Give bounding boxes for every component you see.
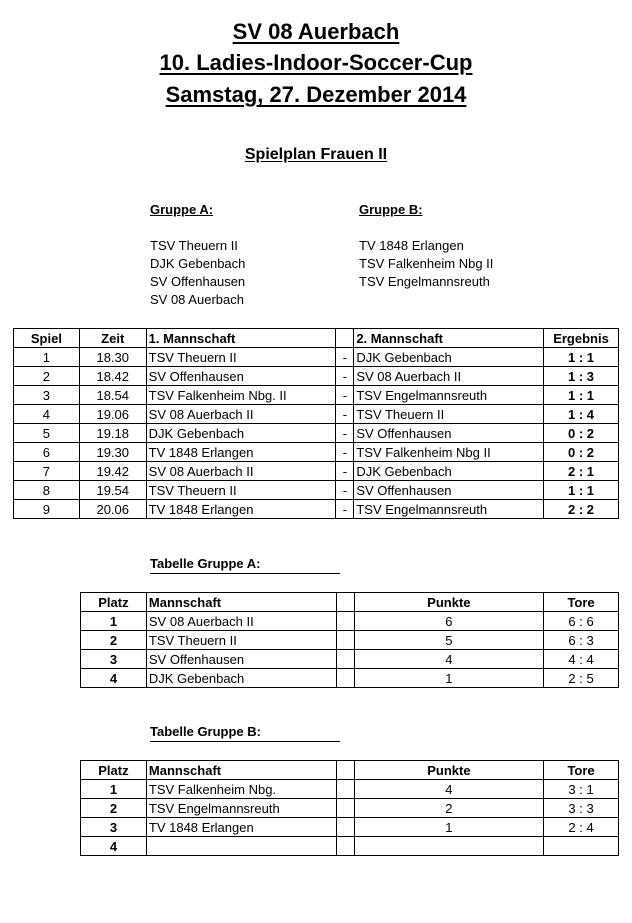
schedule-cell: SV Offenhausen xyxy=(146,367,336,386)
schedule-cell: TV 1848 Erlangen xyxy=(146,443,336,462)
standings-header-cell: Punkte xyxy=(354,761,543,780)
standings-cell: 2 : 5 xyxy=(544,669,619,688)
schedule-cell: TSV Theuern II xyxy=(354,405,544,424)
schedule-cell: 1 : 1 xyxy=(544,386,619,405)
schedule-cell: - xyxy=(336,424,354,443)
table-b-heading: Tabelle Gruppe B: xyxy=(150,724,340,742)
standings-cell: 2 xyxy=(81,631,147,650)
schedule-cell: 4 xyxy=(14,405,80,424)
schedule-cell: TV 1848 Erlangen xyxy=(146,500,336,519)
schedule-cell: TSV Falkenheim Nbg II xyxy=(354,443,544,462)
standings-row xyxy=(81,780,619,799)
standings-row xyxy=(81,837,619,856)
schedule-header-cell: Zeit xyxy=(79,329,146,348)
standings-cell: SV Offenhausen xyxy=(146,650,336,669)
group-b-team: TSV Engelmannsreuth xyxy=(359,274,490,289)
schedule-table xyxy=(13,328,619,519)
schedule-row xyxy=(14,500,619,519)
standings-cell: TV 1848 Erlangen xyxy=(146,818,336,837)
standings-cell: TSV Engelmannsreuth xyxy=(146,799,336,818)
standings-cell: 1 xyxy=(81,780,147,799)
standings-cell: DJK Gebenbach xyxy=(146,669,336,688)
page-title-date: Samstag, 27. Dezember 2014 xyxy=(165,82,467,107)
schedule-cell: 5 xyxy=(14,424,80,443)
schedule-header-row xyxy=(14,329,619,348)
group-a-heading: Gruppe A: xyxy=(150,202,214,217)
schedule-cell: 6 xyxy=(14,443,80,462)
schedule-cell: 1 : 1 xyxy=(544,481,619,500)
standings-cell: 1 xyxy=(81,612,147,631)
standings-cell: 6 : 3 xyxy=(544,631,619,650)
schedule-header-cell: 2. Mannschaft xyxy=(354,329,544,348)
standings-row xyxy=(81,631,619,650)
standings-cell xyxy=(354,837,543,856)
standings-cell xyxy=(336,780,354,799)
schedule-cell: 2 : 2 xyxy=(544,500,619,519)
standings-header-cell: Punkte xyxy=(354,593,544,612)
page-title-event: 10. Ladies-Indoor-Soccer-Cup xyxy=(159,50,473,75)
schedule-row xyxy=(14,367,619,386)
standings-cell xyxy=(336,650,354,669)
standings-cell xyxy=(336,799,354,818)
schedule-cell: - xyxy=(336,367,354,386)
standings-cell: 4 xyxy=(354,650,544,669)
group-b-team-list xyxy=(359,237,493,291)
standings-row xyxy=(81,818,619,837)
schedule-cell: 19.18 xyxy=(79,424,146,443)
standings-row xyxy=(81,650,619,669)
schedule-cell: 1 : 3 xyxy=(544,367,619,386)
standings-header-cell: Platz xyxy=(81,761,147,780)
schedule-cell: 19.42 xyxy=(79,462,146,481)
group-b-team: TSV Falkenheim Nbg II xyxy=(359,256,494,271)
standings-cell: 6 : 6 xyxy=(544,612,619,631)
schedule-cell: 0 : 2 xyxy=(544,443,619,462)
standings-header-cell: Mannschaft xyxy=(146,593,336,612)
schedule-cell: DJK Gebenbach xyxy=(146,424,336,443)
standings-cell xyxy=(336,631,354,650)
schedule-cell: - xyxy=(336,405,354,424)
group-a-team: SV Offenhausen xyxy=(150,274,246,289)
schedule-cell: 2 xyxy=(14,367,80,386)
standings-cell: 6 xyxy=(354,612,544,631)
group-a-team: TSV Theuern II xyxy=(150,238,238,253)
table-a-heading: Tabelle Gruppe A: xyxy=(150,556,340,574)
schedule-cell: 9 xyxy=(14,500,80,519)
standings-cell: 1 xyxy=(354,669,544,688)
standings-header-row xyxy=(81,761,619,780)
schedule-cell: SV 08 Auerbach II xyxy=(354,367,544,386)
schedule-cell: DJK Gebenbach xyxy=(354,348,544,367)
standings-cell: 1 xyxy=(354,818,543,837)
standings-cell xyxy=(336,837,354,856)
schedule-cell: DJK Gebenbach xyxy=(354,462,544,481)
schedule-cell: SV 08 Auerbach II xyxy=(146,462,336,481)
schedule-cell: 18.30 xyxy=(79,348,146,367)
schedule-cell: TSV Theuern II xyxy=(146,348,336,367)
standings-cell: 2 xyxy=(81,799,147,818)
schedule-cell: 7 xyxy=(14,462,80,481)
standings-cell: 3 xyxy=(81,818,147,837)
page-subtitle: Spielplan Frauen II xyxy=(244,146,388,163)
standings-cell xyxy=(146,837,336,856)
standings-cell: SV 08 Auerbach II xyxy=(146,612,336,631)
schedule-cell: - xyxy=(336,348,354,367)
schedule-cell: 0 : 2 xyxy=(544,424,619,443)
schedule-cell: 3 xyxy=(14,386,80,405)
schedule-cell: - xyxy=(336,443,354,462)
standings-cell: 4 xyxy=(81,837,147,856)
group-a-team: DJK Gebenbach xyxy=(150,256,246,271)
standings-cell: 4 xyxy=(81,669,147,688)
standings-cell xyxy=(336,669,354,688)
schedule-cell: 8 xyxy=(14,481,80,500)
standings-table-b xyxy=(80,760,619,856)
schedule-cell: 1 : 4 xyxy=(544,405,619,424)
schedule-row xyxy=(14,424,619,443)
schedule-cell: 1 xyxy=(14,348,80,367)
standings-header-cell xyxy=(336,593,354,612)
group-b-team: TV 1848 Erlangen xyxy=(359,238,464,253)
standings-cell: 3 xyxy=(81,650,147,669)
standings-row xyxy=(81,799,619,818)
standings-header-cell: Tore xyxy=(544,593,619,612)
schedule-row xyxy=(14,462,619,481)
schedule-cell: TSV Engelmannsreuth xyxy=(354,386,544,405)
schedule-cell: SV Offenhausen xyxy=(354,481,544,500)
standings-cell xyxy=(544,837,619,856)
schedule-header-cell: Spiel xyxy=(14,329,80,348)
schedule-cell: - xyxy=(336,481,354,500)
schedule-cell: 19.06 xyxy=(79,405,146,424)
standings-cell: 2 : 4 xyxy=(544,818,619,837)
schedule-cell: TSV Theuern II xyxy=(146,481,336,500)
schedule-row xyxy=(14,481,619,500)
standings-header-cell: Mannschaft xyxy=(146,761,336,780)
standings-table-a xyxy=(80,592,619,688)
schedule-cell: - xyxy=(336,500,354,519)
group-b-heading: Gruppe B: xyxy=(359,202,423,217)
standings-cell: 4 : 4 xyxy=(544,650,619,669)
schedule-cell: 18.54 xyxy=(79,386,146,405)
group-a-team: SV 08 Auerbach xyxy=(150,292,244,307)
schedule-row xyxy=(14,405,619,424)
schedule-header-cell: 1. Mannschaft xyxy=(146,329,336,348)
schedule-cell: SV Offenhausen xyxy=(354,424,544,443)
standings-cell: TSV Theuern II xyxy=(146,631,336,650)
schedule-cell: SV 08 Auerbach II xyxy=(146,405,336,424)
schedule-cell: 18.42 xyxy=(79,367,146,386)
standings-header-cell xyxy=(336,761,354,780)
schedule-cell: 20.06 xyxy=(79,500,146,519)
standings-row xyxy=(81,612,619,631)
standings-cell: 2 xyxy=(354,799,543,818)
standings-cell: 4 xyxy=(354,780,543,799)
schedule-row xyxy=(14,348,619,367)
standings-header-row xyxy=(81,593,619,612)
standings-row xyxy=(81,669,619,688)
group-a-team-list xyxy=(150,237,245,309)
standings-cell: 3 : 3 xyxy=(544,799,619,818)
schedule-cell: 2 : 1 xyxy=(544,462,619,481)
standings-header-cell: Platz xyxy=(81,593,147,612)
standings-cell xyxy=(336,612,354,631)
schedule-cell: TSV Falkenheim Nbg. II xyxy=(146,386,336,405)
schedule-cell: - xyxy=(336,386,354,405)
standings-header-cell: Tore xyxy=(544,761,619,780)
schedule-cell: 1 : 1 xyxy=(544,348,619,367)
schedule-cell: TSV Engelmannsreuth xyxy=(354,500,544,519)
schedule-row xyxy=(14,386,619,405)
standings-cell xyxy=(336,818,354,837)
standings-cell: TSV Falkenheim Nbg. xyxy=(146,780,336,799)
schedule-header-cell xyxy=(336,329,354,348)
schedule-cell: 19.30 xyxy=(79,443,146,462)
standings-cell: 3 : 1 xyxy=(544,780,619,799)
schedule-row xyxy=(14,443,619,462)
standings-cell: 5 xyxy=(354,631,544,650)
schedule-cell: - xyxy=(336,462,354,481)
page-title-club: SV 08 Auerbach xyxy=(232,19,400,44)
schedule-cell: 19.54 xyxy=(79,481,146,500)
schedule-header-cell: Ergebnis xyxy=(544,329,619,348)
